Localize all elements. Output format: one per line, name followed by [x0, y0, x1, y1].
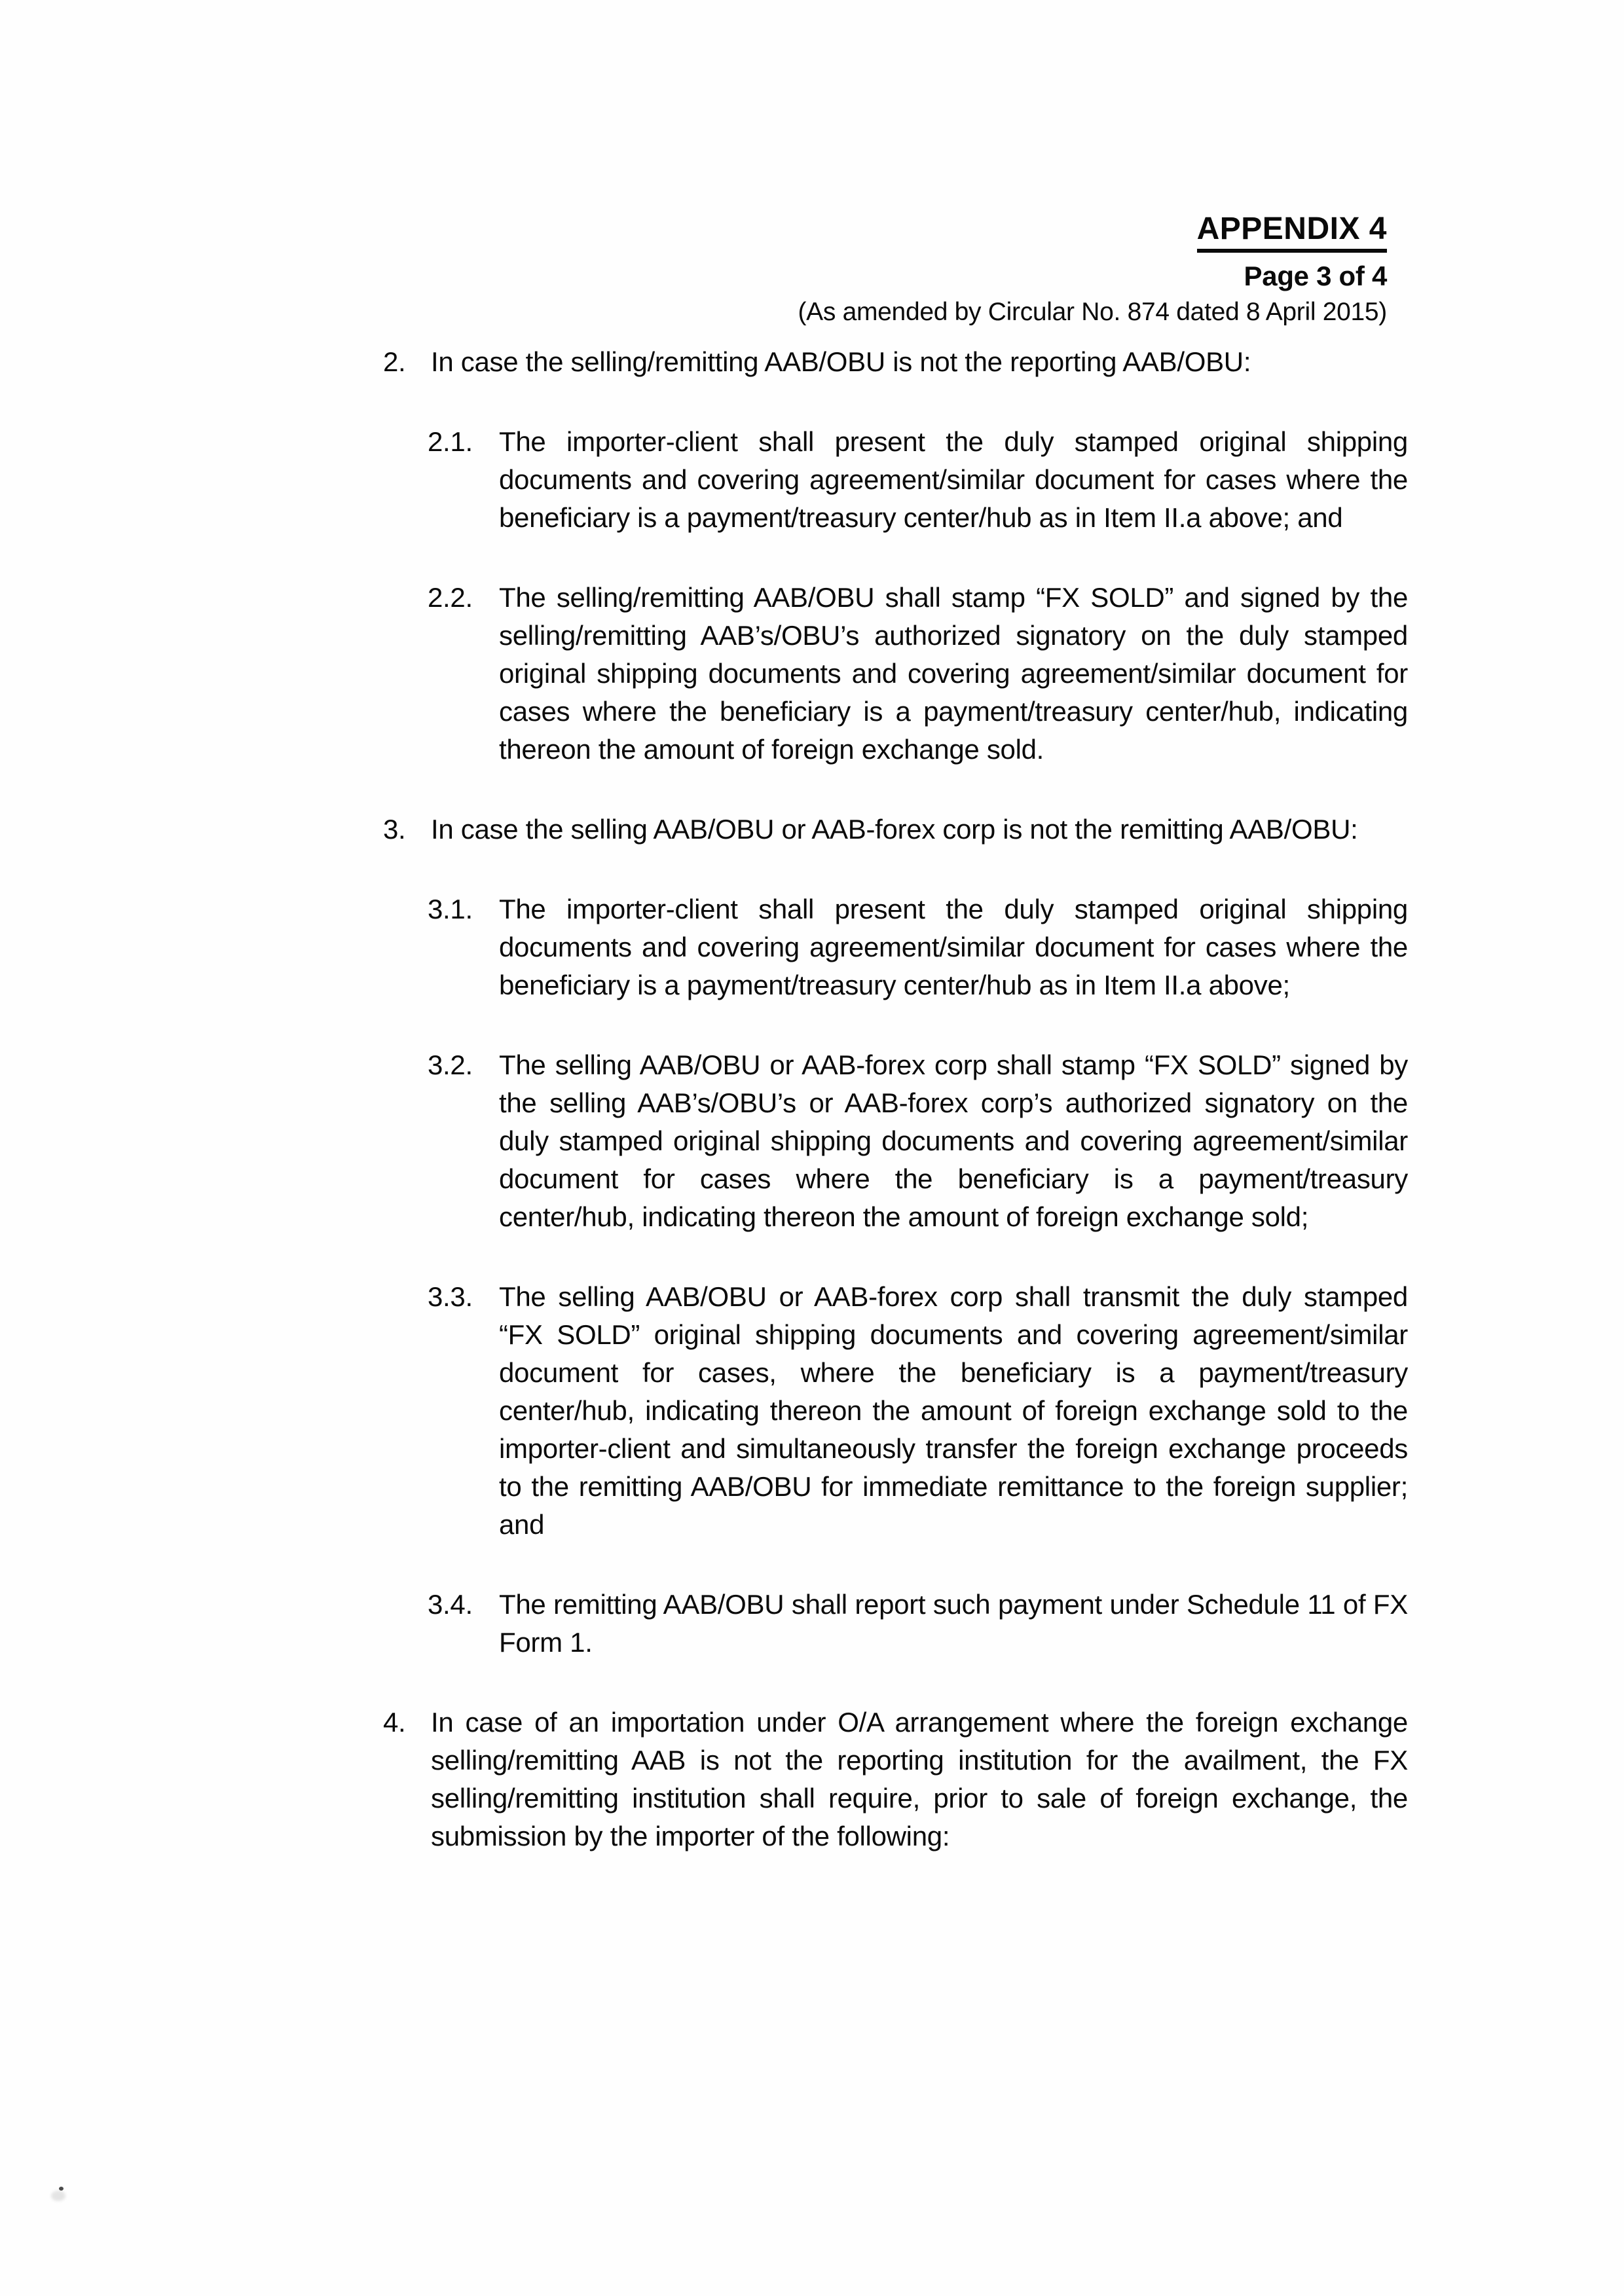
amendment-note: (As amended by Circular No. 874 dated 8 April 2015)	[798, 298, 1387, 326]
subitem-text: The importer-client shall present the duly stamped original shipping documents and covering agreement/similar document for cases where the beneficiary is a payment/treasury center/hub as in Item II.a above;	[499, 894, 1408, 1000]
item-text: In case the selling AAB/OBU or AAB-forex corp is not the remitting AAB/OBU:	[431, 814, 1358, 845]
scan-artifact-smudge	[51, 2191, 65, 2201]
subitem-number: 3.2.	[428, 1049, 473, 1080]
list-subitem-3-1	[428, 890, 1408, 1004]
subitem-number: 3.1.	[428, 894, 473, 924]
item-number: 3.	[383, 814, 406, 845]
list-subitem-2-2	[428, 579, 1408, 769]
subitem-number: 3.4.	[428, 1589, 473, 1620]
list-subitem-2-1	[428, 423, 1408, 537]
scan-artifact-speck	[59, 2187, 64, 2191]
item-number: 4.	[383, 1707, 406, 1738]
list-subitem-3-3	[428, 1278, 1408, 1544]
document-header	[798, 211, 1387, 327]
appendix-title: APPENDIX 4	[1197, 211, 1387, 253]
list-item-2	[383, 343, 1408, 381]
subitem-text: The selling/remitting AAB/OBU shall stamp “FX SOLD” and signed by the selling/remitting AAB’s/OBU’s authorized signatory on the duly stamped original shipping documents and covering agreement/similar document for cases where the beneficiary is a payment/treasury center/hub, indicating thereon the amount of foreign exchange sold.	[499, 582, 1408, 765]
subitem-text: The selling AAB/OBU or AAB-forex corp shall transmit the duly stamped “FX SOLD” original shipping documents and covering agreement/similar document for cases, where the beneficiary is a payment/treasury center/hub, indicating thereon the amount of foreign exchange sold to the importer-client and simultaneously transfer the foreign exchange proceeds to the remitting AAB/OBU for immediate remittance to the foreign supplier; and	[499, 1281, 1408, 1540]
list-subitem-3-2	[428, 1046, 1408, 1236]
item-number: 2.	[383, 346, 406, 377]
subitem-text: The selling AAB/OBU or AAB-forex corp shall stamp “FX SOLD” signed by the selling AAB’s/OBU’s or AAB-forex corp’s authorized signatory on the duly stamped original shipping documents and covering agreement/similar document for cases where the beneficiary is a payment/treasury center/hub, indicating thereon the amount of foreign exchange sold;	[499, 1049, 1408, 1232]
list-subitem-3-4	[428, 1586, 1408, 1662]
subitem-number: 3.3.	[428, 1281, 473, 1312]
list-item-4	[383, 1704, 1408, 1855]
subitem-number: 2.1.	[428, 426, 473, 457]
item-text: In case of an importation under O/A arrangement where the foreign exchange selling/remitting AAB is not the reporting institution for the availment, the FX selling/remitting institution shall require, prior to sale of foreign exchange, the submission by the importer of the following:	[431, 1707, 1408, 1851]
appendix-title-row	[798, 211, 1387, 253]
subitem-text: The remitting AAB/OBU shall report such payment under Schedule 11 of FX Form 1.	[499, 1589, 1408, 1658]
page-indicator: Page 3 of 4	[1244, 261, 1387, 291]
item-text: In case the selling/remitting AAB/OBU is not the reporting AAB/OBU:	[431, 346, 1251, 377]
subitem-text: The importer-client shall present the duly stamped original shipping documents and covering agreement/similar document for cases where the beneficiary is a payment/treasury center/hub as in Item II.a above; and	[499, 426, 1408, 533]
list-item-3	[383, 811, 1408, 848]
document-body	[383, 343, 1408, 1855]
subitem-number: 2.2.	[428, 582, 473, 613]
